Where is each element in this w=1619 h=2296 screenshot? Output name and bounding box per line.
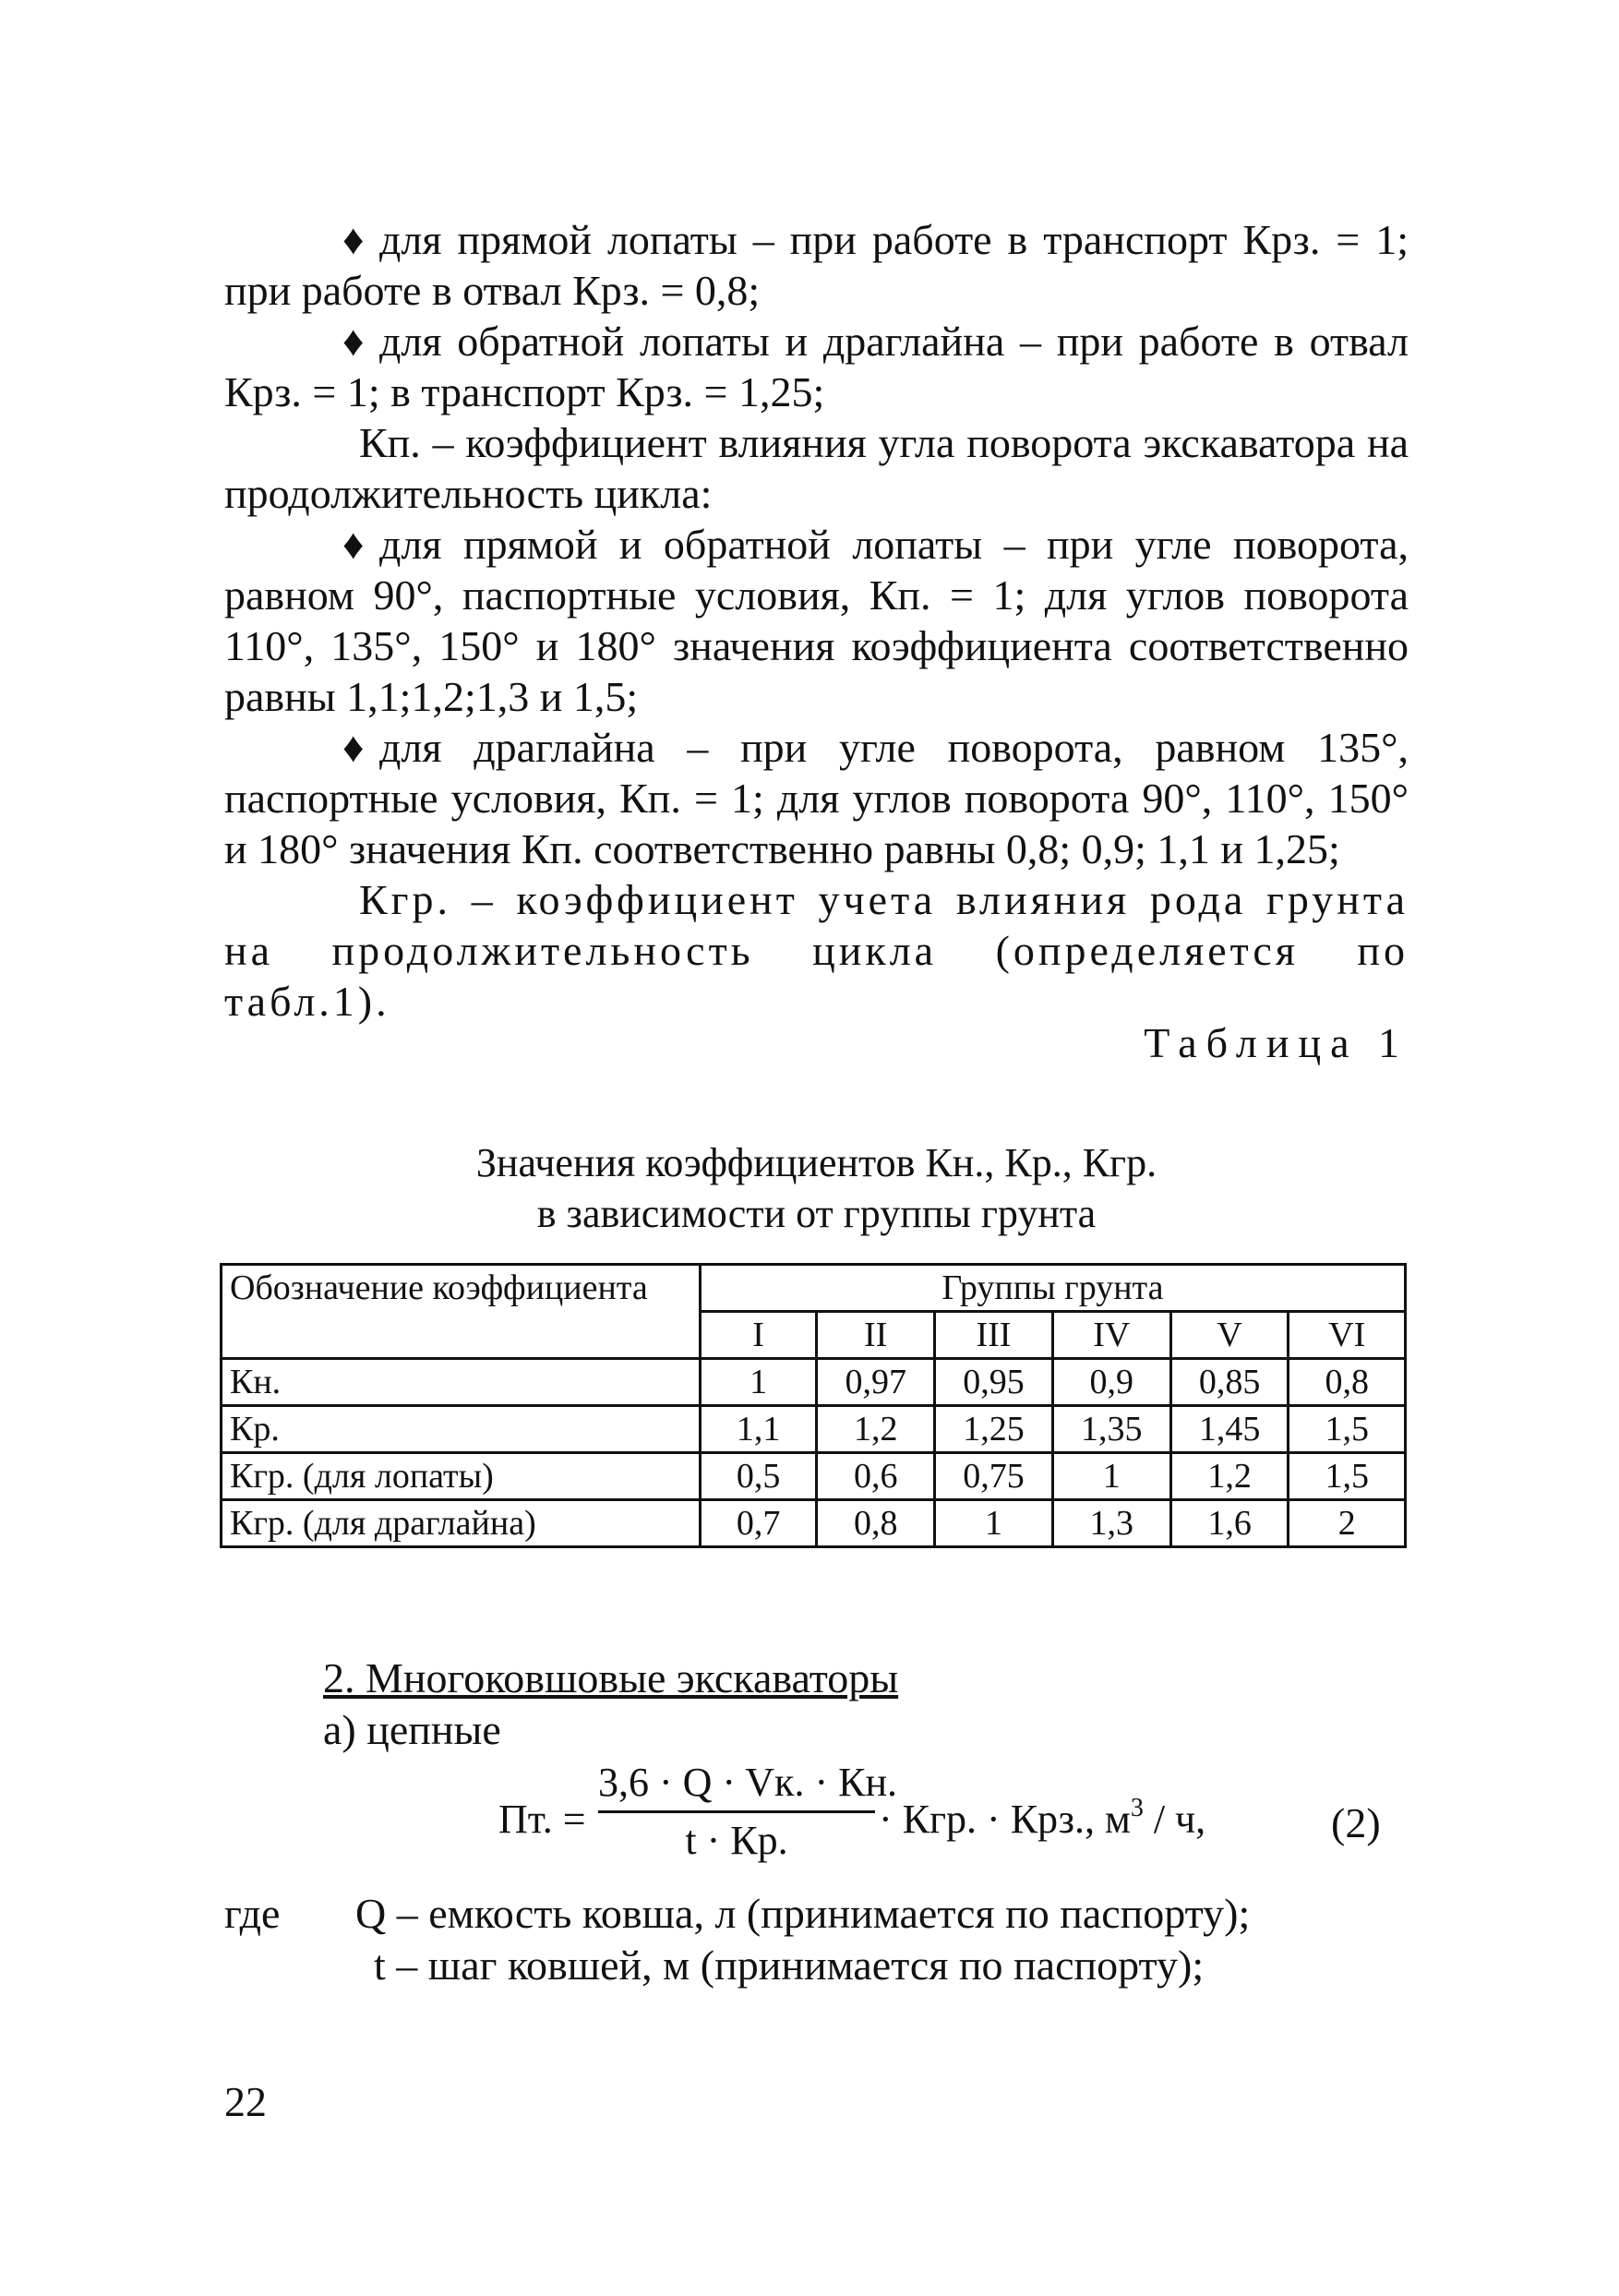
table-cell: 0,8 (1289, 1359, 1406, 1406)
row-name: Кгр. (для лопаты) (222, 1453, 701, 1500)
group-header: III (935, 1312, 1053, 1359)
table-cell: 1,25 (935, 1406, 1053, 1453)
definition-t: t – шаг ковшей, м (принимается по паспорту); (374, 1941, 1205, 1989)
group-header: IV (1052, 1312, 1170, 1359)
table-cell: 1 (1052, 1453, 1170, 1500)
table-row (222, 1406, 1406, 1453)
paragraph-kp-definition: Кп. – коэффициент влияния угла поворота экскаватора на продолжительность цикла: (224, 419, 1409, 517)
group-header: II (817, 1312, 935, 1359)
table-cell: 1,6 (1170, 1500, 1289, 1547)
table-cell: 0,97 (817, 1359, 935, 1406)
row-name: Кгр. (для драглайна) (222, 1500, 701, 1547)
paragraph-shovel-back: ♦ для обратной лопаты и драглайна – при работе в отвал Крз. = 1; в транспорт Крз. = 1,25; (224, 318, 1409, 415)
table-row (222, 1500, 1406, 1547)
table-cell: 1,5 (1289, 1453, 1406, 1500)
page-number: 22 (224, 2078, 267, 2125)
group-header: VI (1289, 1312, 1406, 1359)
paragraph-kgr-definition: Кгр. – коэффициент учета влияния рода грунта на продолжительность цикла (определяется по табл.1). (224, 876, 1409, 1025)
table-cell: 0,95 (935, 1359, 1053, 1406)
table-cell: 1,2 (1170, 1453, 1289, 1500)
diamond-bullet-icon: ♦ (342, 216, 365, 263)
section-subtitle: а) цепные (323, 1706, 501, 1753)
coefficients-table (220, 1263, 1407, 1548)
diamond-bullet-icon: ♦ (342, 318, 365, 365)
definition-q: Q – емкость ковша, л (принимается по паспорту); (355, 1890, 1251, 1937)
table-cell: 1 (700, 1359, 816, 1406)
fraction-bar (598, 1810, 875, 1813)
row-name: Кн. (222, 1359, 701, 1406)
table-caption-line1: Значения коэффициентов Кн., Кр., Кгр. (475, 1140, 1157, 1185)
group-header: V (1170, 1312, 1289, 1359)
paragraph-kp-shovel: ♦ для прямой и обратной лопаты – при угле поворота, равном 90°, паспортные условия, Кп. = 1; для углов поворота 110°, 135°, 150° и 180° значения коэффициента соответственно равны 1,1;1,2;1,3 и 1,5; (224, 521, 1409, 720)
table-cell: 1,1 (700, 1406, 816, 1453)
table-cell: 1,5 (1289, 1406, 1406, 1453)
table-header-groups: Группы грунта (700, 1265, 1405, 1312)
table-row (222, 1453, 1406, 1500)
table-cell: 1,35 (1052, 1406, 1170, 1453)
table-header-name: Обозначение коэффициента (222, 1265, 701, 1359)
table-cell: 0,8 (817, 1500, 935, 1547)
paragraph-shovel-front: ♦ для прямой лопаты – при работе в транспорт Крз. = 1; при работе в отвал Крз. = 0,8; (224, 216, 1409, 314)
section-heading (323, 1653, 898, 1756)
table-row (222, 1359, 1406, 1406)
diamond-bullet-icon: ♦ (342, 521, 365, 568)
table-cell: 1,45 (1170, 1406, 1289, 1453)
table-cell: 0,7 (700, 1500, 816, 1547)
equation-number: (2) (1331, 1799, 1381, 1846)
where-label: где (224, 1890, 281, 1937)
group-header: I (700, 1312, 816, 1359)
table-cell: 2 (1289, 1500, 1406, 1547)
table-cell: 0,6 (817, 1453, 935, 1500)
table-cell: 0,85 (1170, 1359, 1289, 1406)
table-cell: 0,75 (935, 1453, 1053, 1500)
formula-rhs: · Кгр. · Крз., $м^3$ / ч, (879, 1794, 1206, 1842)
table-cell: 1,2 (817, 1406, 935, 1453)
table-cell: 0,9 (1052, 1359, 1170, 1406)
table-cell: 1 (935, 1500, 1053, 1547)
formula-fraction (598, 1759, 897, 1865)
formula-numerator: 3,6 · Q · Vк. · Кн. (598, 1760, 897, 1805)
table-caption-line2: в зависимости от группы грунта (536, 1191, 1097, 1236)
row-name: Кр. (222, 1406, 701, 1453)
table-label: Таблица 1 (1144, 1019, 1409, 1066)
table-cell: 1,3 (1052, 1500, 1170, 1547)
table-cell: 0,5 (700, 1453, 816, 1500)
formula-lhs: Пт. = (498, 1797, 586, 1842)
section-title: 2. Многоковшовые экскаваторы (323, 1654, 899, 1701)
paragraph-kp-dragline: ♦ для драглайна – при угле поворота, равном 135°, паспортные условия, Кп. = 1; для углов поворота 90°, 110°, 150° и 180° значения Кп. соответственно равны 0,8; 0,9; 1,1 и 1,25; (224, 724, 1409, 872)
formula-denominator: t · Кр. (685, 1818, 788, 1863)
diamond-bullet-icon: ♦ (342, 724, 365, 771)
formula-exponent: 3 (1130, 1794, 1144, 1822)
